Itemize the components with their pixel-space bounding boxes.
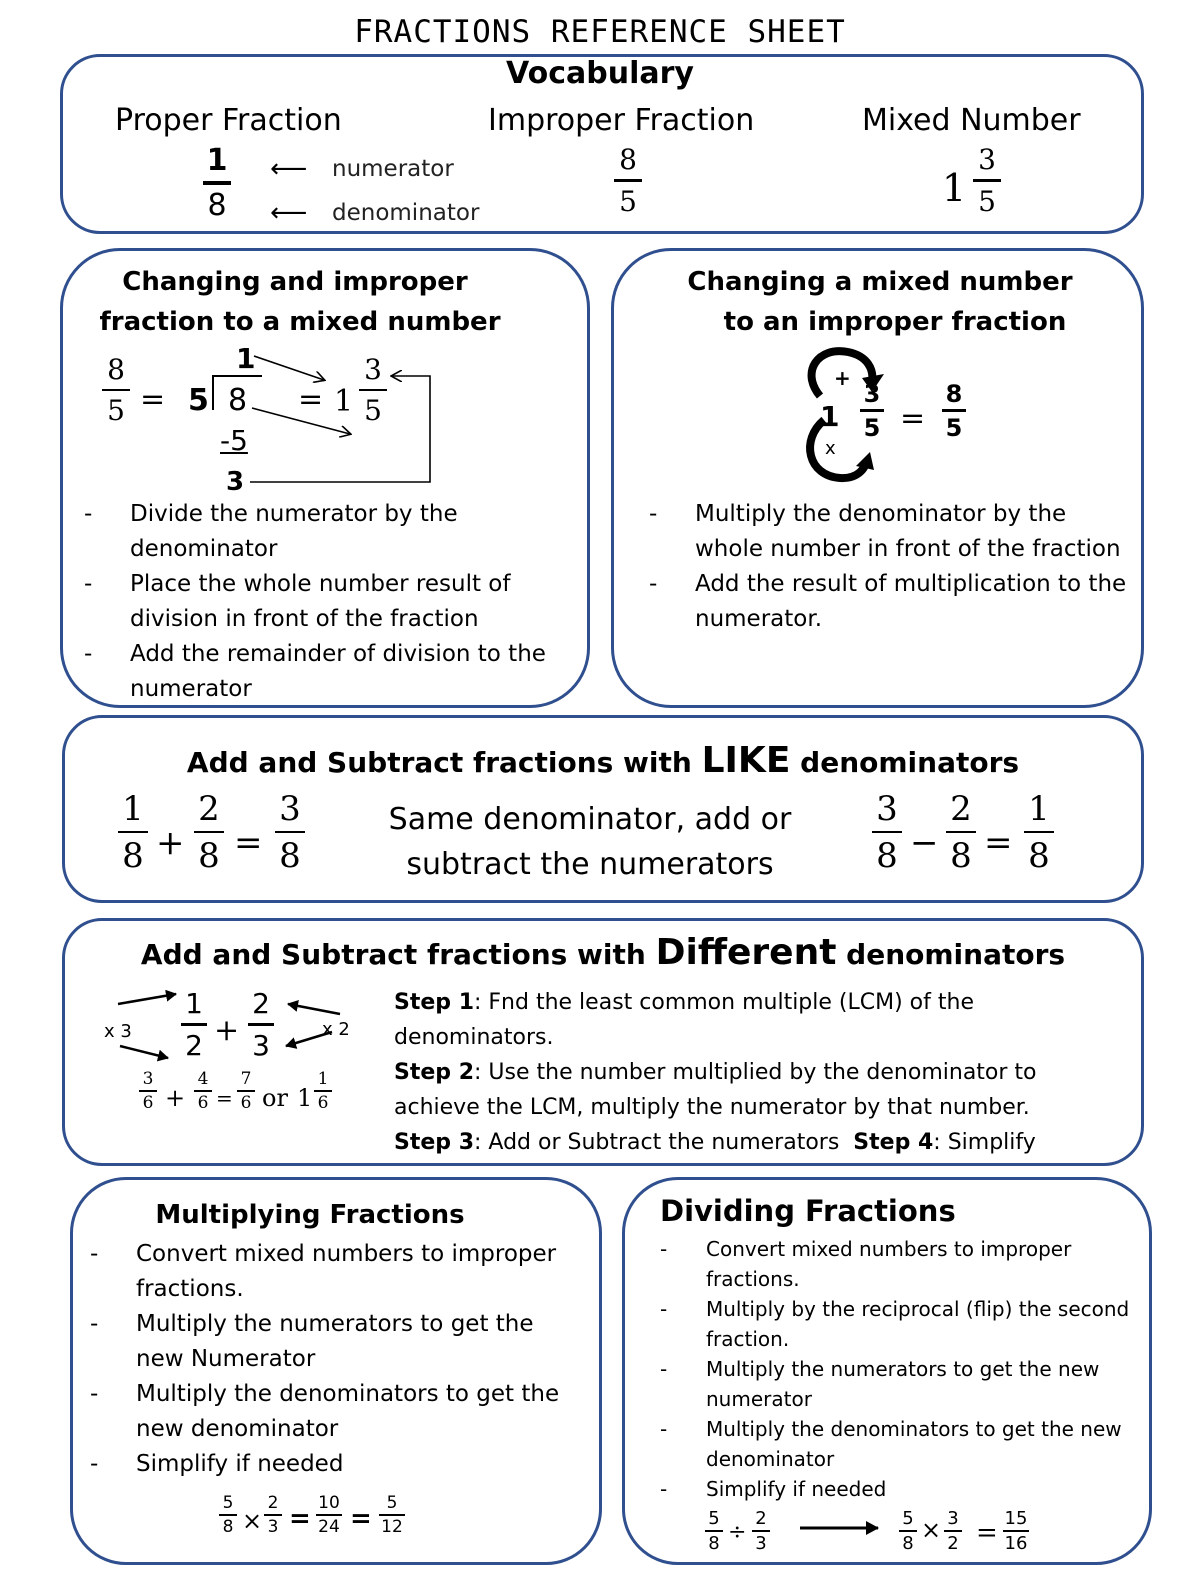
denominator: 8 [279, 836, 301, 876]
step-label: Step 4 [853, 1130, 934, 1155]
result-numerator: 8 [945, 380, 963, 408]
denominator: 3 [252, 1029, 270, 1062]
equals-sign: = [289, 1504, 311, 1534]
mixed-numerator: 3 [978, 143, 996, 176]
step-text: Multiply by the reciprocal (flip) the second fraction. [706, 1297, 1130, 1351]
bullet-dash: - [84, 501, 93, 527]
bullet-dash: - [660, 1237, 668, 1261]
bullet-dash: - [660, 1417, 668, 1441]
numerator-arrow-icon: ⟵ [270, 154, 308, 184]
step-text: Add the remainder of division to the numerator [130, 641, 546, 702]
mixed-denominator: 5 [978, 185, 996, 218]
equals-sign: = [298, 382, 324, 417]
example-denominator: 5 [107, 394, 125, 427]
division-quotient: 1 [236, 342, 256, 375]
times-sign: × [242, 1507, 263, 1535]
denominator: 6 [240, 1093, 252, 1113]
denominator: 3 [267, 1517, 279, 1537]
div-fraction-e [1003, 1510, 1029, 1553]
mixed-number-label: Mixed Number [862, 103, 1081, 138]
step-text: Convert mixed numbers to improper fractions. [136, 1241, 557, 1302]
numerator: 4 [197, 1069, 209, 1089]
equals-sign: = [140, 382, 166, 417]
right-multiplier: x 2 [322, 1019, 350, 1040]
numerator: 2 [198, 789, 220, 829]
heading-text: Add and Subtract fractions with [140, 938, 656, 971]
denominator: 8 [1028, 836, 1050, 876]
page-title: FRACTIONS REFERENCE SHEET [354, 14, 846, 50]
mixed-numerator: 3 [863, 380, 881, 408]
equals-sign: = [350, 1504, 372, 1534]
heading-emphasis: Different [655, 932, 837, 973]
denominator: 8 [902, 1533, 914, 1554]
numerator: 1 [122, 789, 144, 829]
denominator: 3 [755, 1533, 767, 1554]
bullet-dash: - [84, 571, 93, 597]
numerator: 5 [222, 1493, 234, 1513]
bullet-dash: - [84, 641, 93, 667]
step-text: Simplify if needed [706, 1477, 887, 1501]
denominator: 6 [317, 1093, 329, 1113]
numerator: 5 [386, 1493, 398, 1513]
bullet-dash: - [90, 1311, 99, 1337]
numerator: 5 [902, 1508, 914, 1529]
denominator: 8 [950, 836, 972, 876]
numerator: 5 [708, 1508, 720, 1529]
result-denominator: 5 [364, 394, 382, 427]
bullet-dash: - [660, 1357, 668, 1381]
vocabulary-heading: Vocabulary [506, 56, 694, 91]
mixed-to-improper-heading-2: to an improper fraction [723, 307, 1067, 337]
heading-emphasis: LIKE [701, 740, 791, 781]
mixed-whole: 1 [942, 166, 967, 210]
multiplying-heading: Multiplying Fractions [155, 1200, 465, 1230]
divide-sign: ÷ [728, 1520, 747, 1545]
bullet-dash: - [90, 1241, 99, 1267]
improper-to-mixed-heading-1: Changing and improper [122, 267, 468, 297]
numerator: 3 [876, 789, 898, 829]
step-text: Place the whole number result of division in front of the fraction [130, 571, 511, 632]
equals-sign: = [984, 823, 1013, 863]
step-text: : Simplify [933, 1130, 1036, 1155]
result-whole: 1 [334, 384, 354, 419]
step-label: Step 1 [394, 990, 474, 1015]
or-word: or [262, 1084, 288, 1112]
bullet-dash: - [660, 1297, 668, 1321]
left-multiplier: x 3 [104, 1021, 132, 1042]
improper-fraction-label: Improper Fraction [488, 103, 755, 138]
result-denominator: 5 [945, 414, 963, 442]
heading-text: denominators [836, 938, 1066, 971]
denominator: 8 [708, 1533, 720, 1554]
numerator: 3 [142, 1069, 154, 1089]
step-text: Multiply the numerators to get the new Numerator [136, 1311, 534, 1372]
step-text: : Add or Subtract the numerators [474, 1130, 854, 1155]
division-subtract: -5 [220, 424, 248, 457]
improper-numerator: 8 [619, 143, 637, 176]
result-numerator: 3 [364, 353, 382, 386]
division-divisor: 5 [188, 383, 209, 418]
fraction-bar [944, 1530, 962, 1532]
div-fraction-c [899, 1510, 917, 1553]
mixed-whole: 1 [820, 400, 840, 433]
step-text: Multiply the denominators to get the new denominator [706, 1417, 1122, 1471]
denominator: 2 [947, 1533, 959, 1554]
plus-sign: + [214, 1013, 240, 1048]
denominator: 24 [318, 1517, 340, 1537]
denominator-arrow-icon: ⟵ [270, 198, 308, 228]
bullet-dash: - [649, 501, 658, 527]
like-note-line-1: Same denominator, add or [388, 802, 792, 837]
fraction-bar [899, 1530, 917, 1532]
heading-text: denominators [790, 746, 1020, 779]
bullet-dash: - [649, 571, 658, 597]
division-dividend: 8 [228, 383, 248, 418]
denominator: 8 [122, 836, 144, 876]
improper-denominator: 5 [619, 185, 637, 218]
numerator: 7 [240, 1069, 252, 1089]
div-fraction-d [944, 1510, 962, 1553]
step-text: : Use the number multiplied by the denominator to achieve the LCM, multiply the numerator by that number. [394, 1060, 1037, 1120]
step-text: Add the result of multiplication to the numerator. [695, 571, 1127, 632]
times-sign: x [825, 438, 836, 459]
denominator-label: denominator [332, 200, 480, 226]
mixed-denominator: 5 [863, 414, 881, 442]
step-text: Multiply the numerators to get the new numerator [706, 1357, 1100, 1411]
denominator: 8 [876, 836, 898, 876]
denominator: 8 [198, 836, 220, 876]
proper-denominator: 8 [207, 188, 227, 223]
step-text: Divide the numerator by the denominator [130, 501, 458, 562]
division-remainder: 3 [226, 467, 245, 497]
numerator: 15 [1004, 1508, 1028, 1529]
mixed-whole: 1 [297, 1084, 313, 1112]
step-text: Multiply the denominators to get the new denominator [136, 1381, 560, 1442]
minus-sign: − [910, 823, 939, 863]
times-sign: × [921, 1516, 942, 1544]
step-text: Multiply the denominator by the whole number in front of the fraction [695, 501, 1121, 562]
numerator: 1 [317, 1069, 329, 1089]
proper-fraction-label: Proper Fraction [115, 103, 342, 138]
numerator: 2 [267, 1493, 279, 1513]
denominator: 8 [222, 1517, 234, 1537]
proper-numerator: 1 [206, 143, 228, 178]
numerator: 3 [947, 1508, 959, 1529]
numerator: 2 [252, 987, 270, 1020]
equals-sign: = [976, 1518, 998, 1548]
step-text: : Fnd the least common multiple (LCM) of the denominators. [394, 990, 974, 1050]
fraction-bar [1003, 1530, 1029, 1532]
bullet-dash: - [90, 1381, 99, 1407]
numerator: 2 [950, 789, 972, 829]
numerator: 1 [1028, 789, 1050, 829]
bullet-dash: - [90, 1451, 99, 1477]
plus-sign: + [156, 823, 185, 863]
equals-sign: = [900, 401, 926, 436]
step-text: Simplify if needed [136, 1451, 344, 1477]
numerator: 1 [185, 987, 203, 1020]
heading-text: Add and Subtract fractions with [186, 746, 702, 779]
plus-sign: + [834, 366, 851, 390]
numerator-label: numerator [332, 156, 454, 182]
example-numerator: 8 [107, 353, 125, 386]
step-label: Step 2 [394, 1060, 474, 1085]
equals-sign: = [234, 823, 263, 863]
step-label: Step 3 [394, 1130, 474, 1155]
bullet-dash: - [660, 1477, 668, 1501]
equals-sign: = [216, 1086, 233, 1110]
step-text: Convert mixed numbers to improper fractions. [706, 1237, 1072, 1291]
dividing-heading: Dividing Fractions [660, 1194, 956, 1228]
denominator: 12 [381, 1517, 403, 1537]
denominator: 2 [185, 1029, 203, 1062]
numerator: 10 [318, 1493, 340, 1513]
denominator: 16 [1004, 1533, 1028, 1554]
numerator: 3 [279, 789, 301, 829]
denominator: 6 [142, 1093, 154, 1113]
numerator: 2 [755, 1508, 767, 1529]
denominator: 6 [197, 1093, 209, 1113]
like-note-line-2: subtract the numerators [406, 847, 774, 882]
improper-to-mixed-heading-2: fraction to a mixed number [99, 307, 501, 337]
mixed-to-improper-heading-1: Changing a mixed number [687, 267, 1073, 297]
plus-sign: + [165, 1084, 186, 1112]
